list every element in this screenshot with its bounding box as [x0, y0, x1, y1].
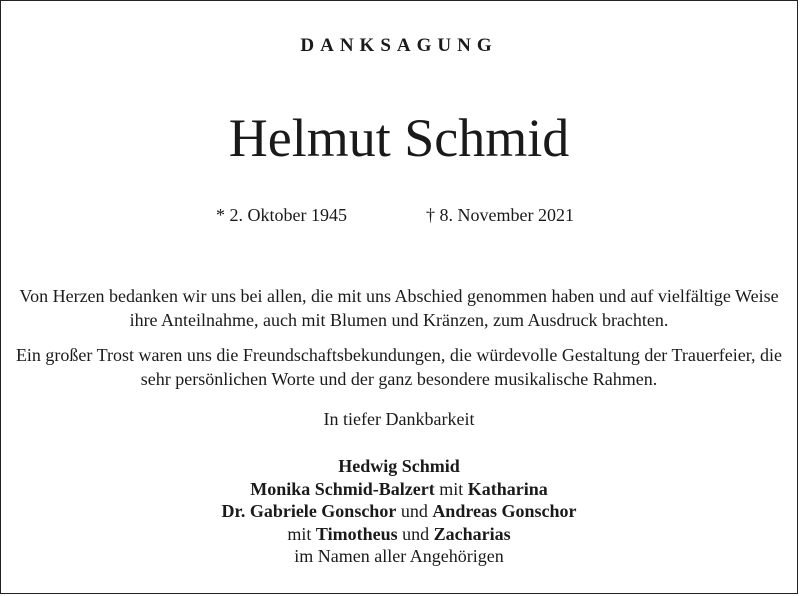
conjunction: mit: [434, 478, 468, 499]
signer-name: Monika Schmid-Balzert: [250, 478, 435, 499]
conjunction: und: [396, 501, 433, 521]
thanks-paragraph-1: Von Herzen bedanken wir uns bei allen, die mit uns Abschied genommen haben und auf vielfältige Weise ihre Anteilnahme, auch mit Blumen und Kränzen, zum Ausdruck brachten.: [19, 286, 779, 330]
signer-name: Timotheus: [315, 523, 398, 544]
signer-name: Dr. Gabriele Gonschor: [221, 501, 397, 521]
conjunction: mit: [287, 523, 316, 544]
birth-date: * 2. Oktober 1945: [216, 205, 347, 225]
closing-line: In tiefer Dankbarkeit: [323, 409, 475, 429]
signer-line: [1, 478, 797, 501]
signer-name: Katharina: [467, 478, 548, 499]
signer-line: [1, 455, 797, 478]
conjunction: und: [397, 523, 434, 544]
signer-line: [1, 523, 797, 546]
signer-line: [1, 500, 797, 523]
signer-name: Zacharias: [433, 523, 511, 544]
thanks-paragraph-2: Ein großer Trost waren uns die Freundschaftsbekundungen, die würdevolle Gestaltung der Trauerfeier, die sehr persönlichen Worte und der ganz besondere musikalische Rahmen.: [15, 345, 783, 389]
signer-line: im Namen aller Angehörigen: [294, 546, 504, 566]
notice-heading: DANKSAGUNG: [300, 35, 498, 56]
death-date: † 8. November 2021: [426, 205, 574, 225]
signer-name: Hedwig Schmid: [338, 456, 460, 476]
signer-name: Andreas Gonschor: [432, 501, 577, 521]
signers-block: [1, 455, 797, 568]
deceased-name: Helmut Schmid: [228, 108, 570, 168]
